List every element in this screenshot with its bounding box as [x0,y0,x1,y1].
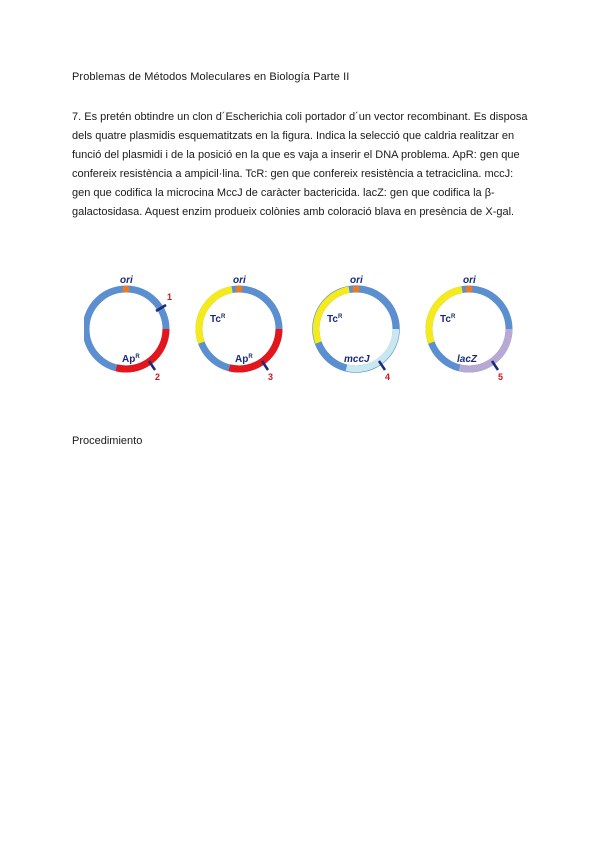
plasmid-3-ori-marker [353,286,360,293]
plasmid-4-ori-label: ori [463,275,476,286]
plasmid-1-ori-marker [123,286,130,293]
plasmid-3-site-4-number: 4 [385,372,391,382]
procedure-label: Procedimiento [72,435,143,447]
plasmid-3-ori-label: ori [350,275,363,286]
plasmid-4-gene-tc: $Tc^R$ [440,314,456,325]
plasmid-4 [429,275,509,382]
plasmid-4-ori-marker [466,286,473,293]
plasmid-4-gene-lacz: lacZ [457,354,478,365]
page-heading: Problemas de Métodos Moleculares en Biología Parte II [72,71,350,83]
plasmid-2-gene-ap: $Ap^R$ [235,354,253,365]
plasmid-2-ori-label: ori [233,275,246,286]
plasmid-4-site-5-number: 5 [498,372,504,382]
plasmid-1 [86,275,172,382]
plasmid-2-gene-tc: $Tc^R$ [210,314,226,325]
plasmid-3 [313,275,400,382]
plasmid-1-ori-label: ori [120,275,133,286]
plasmid-2-ori-marker [236,286,243,293]
plasmid-1-site-1-number: 1 [167,292,173,302]
plasmid-figure [84,267,524,385]
problem-statement: 7. Es pretén obtindre un clon d´Escherichia coli portador d´un vector recombinant. Es disposa dels quatre plasmidis esquematitzats en la figura. Indica la selecció que caldria realitzar en funció del plasmidi i de la posició en la que es vaja a inserir el DNA problema. ApR: gen que confereix resistència a ampicil·lina. TcR: gen que confereix resistència a tetraciclina. mccJ: gen que codifica la microcina MccJ de caràcter bactericida. lacZ: gen que codifica la β-galactosidasa. Aquest enzim produeix colònies amb coloració blava en presència de X-gal. [72,111,528,218]
plasmid-2 [199,275,279,382]
plasmid-2-site-3-number: 3 [268,372,274,382]
plasmid-1-site-2-number: 2 [155,372,161,382]
plasmid-3-gene-mccj: mccJ [344,354,370,365]
plasmid-3-gene-tc: $Tc^R$ [327,314,343,325]
plasmid-1-gene-ap: $Ap^R$ [122,354,140,365]
